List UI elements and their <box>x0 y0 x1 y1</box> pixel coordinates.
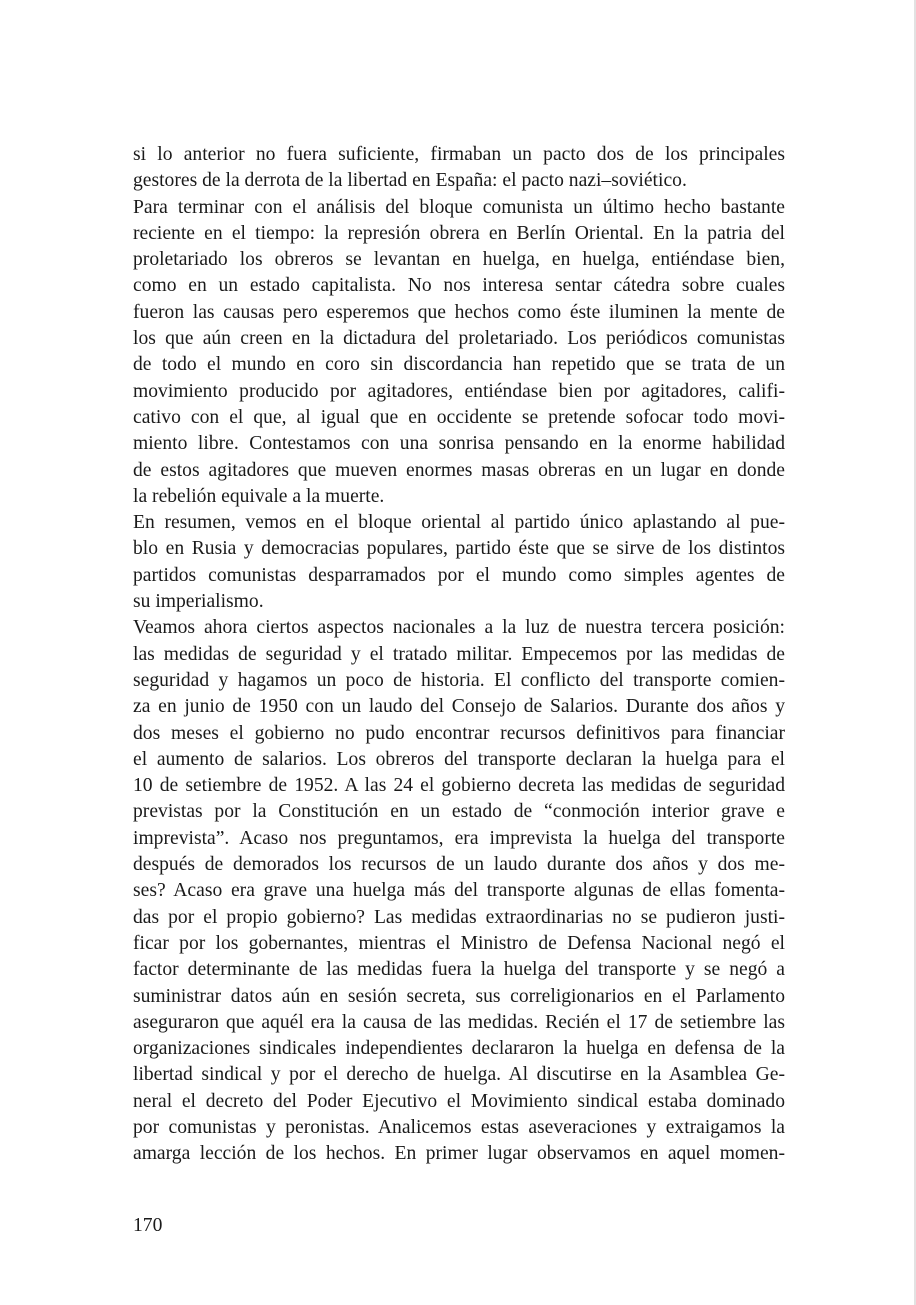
text-line: partidos comunistas desparramados por el mundo como simples agentes de <box>133 564 785 586</box>
text-line: libertad sindical y por el derecho de huelga. Al discutirse en la Asamblea Ge- <box>133 1064 785 1086</box>
text-line: 10 de setiembre de 1952. A las 24 el gobierno decreta las medidas de seguridad <box>133 775 785 797</box>
text-line: como en un estado capitalista. No nos interesa sentar cátedra sobre cuales <box>133 275 785 297</box>
text-line: miento libre. Contestamos con una sonrisa pensando en la enorme habilidad <box>133 433 785 455</box>
text-line: fueron las causas pero esperemos que hechos como éste iluminen la mente de <box>133 301 785 323</box>
paragraph <box>133 142 785 195</box>
text-line: si lo anterior no fuera suficiente, firmaban un pacto dos de los principales <box>133 144 785 165</box>
text-line: za en junio de 1950 con un laudo del Consejo de Salarios. Durante dos años y <box>133 696 785 718</box>
text-line: Para terminar con el análisis del bloque comunista un último hecho bastante <box>133 196 785 218</box>
text-line: ses? Acaso era grave una huelga más del transporte algunas de ellas fomenta- <box>133 880 785 902</box>
text-line: cativo con el que, al igual que en occidente se pretende sofocar todo movi- <box>133 406 785 428</box>
text-line: factor determinante de las medidas fuera la huelga del transporte y se negó a <box>133 959 785 981</box>
text-line: Veamos ahora ciertos aspectos nacionales a la luz de nuestra tercera posición: <box>133 617 785 639</box>
text-line: organizaciones sindicales independientes declararon la huelga en defensa de la <box>133 1038 785 1060</box>
paragraph <box>133 510 785 615</box>
text-line: En resumen, vemos en el bloque oriental al partido único aplastando al pue- <box>133 512 785 534</box>
paragraph <box>133 615 785 1167</box>
text-line: ficar por los gobernantes, mientras el Ministro de Defensa Nacional negó el <box>133 932 785 954</box>
text-line: la rebelión equivale a la muerte. <box>133 485 385 507</box>
text-line: previstas por la Constitución en un estado de “conmoción interior grave e <box>133 801 785 823</box>
text-line: su imperialismo. <box>133 591 264 613</box>
text-line: reciente en el tiempo: la represión obrera en Berlín Oriental. En la patria del <box>133 222 785 244</box>
text-line: los que aún creen en la dictadura del proletariado. Los periódicos comunistas <box>133 328 785 350</box>
text-line: después de demorados los recursos de un laudo durante dos años y dos me- <box>133 854 785 876</box>
text-line: imprevista”. Acaso nos preguntamos, era imprevista la huelga del transporte <box>133 827 785 849</box>
text-line: de estos agitadores que mueven enormes masas obreras en un lugar en donde <box>133 459 785 481</box>
page-number: 170 <box>133 1215 163 1236</box>
text-line: dos meses el gobierno no pudo encontrar recursos definitivos para financiar <box>133 722 785 744</box>
text-line: por comunistas y peronistas. Analicemos estas aseveraciones y extraigamos la <box>133 1116 785 1138</box>
text-line: aseguraron que aquél era la causa de las medidas. Recién el 17 de setiembre las <box>133 1011 785 1033</box>
text-line: gestores de la derrota de la libertad en España: el pacto nazi–soviético. <box>133 170 687 192</box>
paragraph <box>133 195 785 511</box>
text-line: neral el decreto del Poder Ejecutivo el Movimiento sindical estaba dominado <box>133 1090 785 1112</box>
text-line: blo en Rusia y democracias populares, partido éste que se sirve de los distintos <box>133 538 785 560</box>
text-line: suministrar datos aún en sesión secreta, sus correligionarios en el Parlamento <box>133 985 785 1007</box>
text-line: las medidas de seguridad y el tratado militar. Empecemos por las medidas de <box>133 643 785 665</box>
text-line: amarga lección de los hechos. En primer lugar observamos en aquel momen- <box>133 1143 785 1165</box>
text-line: el aumento de salarios. Los obreros del transporte declaran la huelga para el <box>133 748 785 770</box>
text-line: seguridad y hagamos un poco de historia. El conflicto del transporte comien- <box>133 669 785 691</box>
text-line: proletariado los obreros se levantan en huelga, en huelga, entiéndase bien, <box>133 249 785 271</box>
text-line: de todo el mundo en coro sin discordancia han repetido que se trata de un <box>133 354 785 376</box>
body-text <box>133 142 785 1168</box>
text-line: das por el propio gobierno? Las medidas extraordinarias no se pudieron justi- <box>133 906 785 928</box>
text-line: movimiento producido por agitadores, entiéndase bien por agitadores, califi- <box>133 380 785 402</box>
